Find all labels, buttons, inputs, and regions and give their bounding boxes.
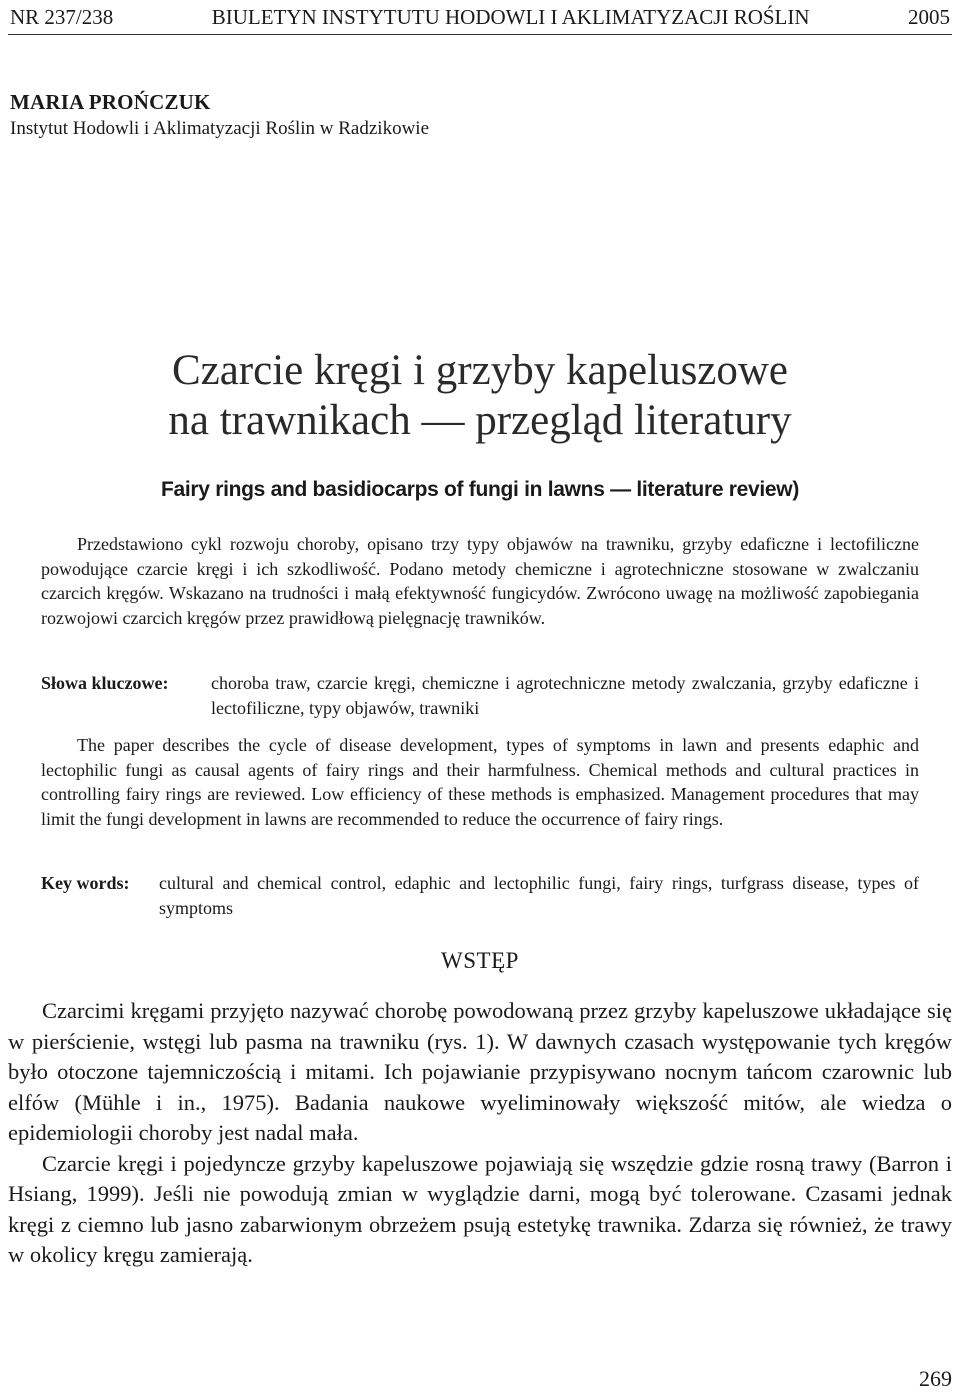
abstract-english-text: The paper describes the cycle of disease development, types of symptoms in lawn and presents edaphic and lectophilic fungi as causal agents of fairy rings and their harmfulness. Chemical methods and cultural practices in controlling fairy rings are reviewed. Low efficiency of these methods is emphasized. Management procedures that may limit the fungi development in lawns are recommended to reduce the occurrence of fairy rings. [41,735,919,829]
page-number: 269 [919,1366,952,1391]
journal-name: BIULETYN INSTYTUTU HODOWLI I AKLIMATYZACJI ROŚLIN [211,5,810,29]
abstract-polish [41,532,919,630]
title-line-1: Czarcie kręgi i grzyby kapeluszowe [171,347,789,394]
article-title-polish [0,346,960,446]
abstract-polish-text: Przedstawiono cykl rozwoju choroby, opisano trzy typy objawów na trawniku, grzyby edaficzne i lectofiliczne powodujące czarcie kręgi i ich szkodliwość. Podano metody chemiczne i agrotechniczne stosowane w zwalczaniu czarcich kręgów. Wskazano na trudności i małą efektywność fungicydów. Zwrócono uwagę na możliwość zapobiegania rozwojowi czarcich kręgów przez prawidłową pielęgnację trawników. [41,534,919,628]
article-title-english: Fairy rings and basidiocarps of fungi in lawns — literature review) [160,478,800,501]
header-rule [8,34,952,35]
keywords-polish-label: Słowa kluczowe: [41,673,169,693]
keywords-english-label: Key words: [41,873,130,893]
issue-number: NR 237/238 [10,5,114,29]
abstract-english [41,733,919,831]
keywords-polish [41,671,919,720]
body-paragraph-1: Czarcimi kręgami przyjęto nazywać chorobę powodowaną przez grzyby kapeluszowe układające się w pierścienie, wstęgi lub pasma na trawniku (rys. 1). W dawnych czasach występowanie tych kręgów było otoczone tajemniczością i mitami. Ich pojawianie przypisywano nocnym tańcom czarownic lub elfów (Mühle i in., 1975). Badania naukowe wyeliminowały większość mitów, ale wiedza o epidemiologii choroby jest nadal mała. [8,998,952,1145]
publication-year: 2005 [907,5,950,29]
author-affiliation: Instytut Hodowli i Aklimatyzacji Roślin w Radzikowie [10,118,430,139]
keywords-english [41,871,919,920]
title-line-2: na trawnikach — przegląd literatury [168,397,792,444]
running-header [10,4,950,30]
body-text [8,996,952,1271]
author-name: MARIA PROŃCZUK [10,90,211,114]
section-heading: WSTĘP [441,948,519,973]
keywords-polish-text: choroba traw, czarcie kręgi, chemiczne i agrotechniczne metody zwalczania, grzyby edaficzne i lectofiliczne, typy objawów, trawniki [211,673,919,718]
body-paragraph-2: Czarcie kręgi i pojedyncze grzyby kapeluszowe pojawiają się wszędzie gdzie rosną trawy (Barron i Hsiang, 1999). Jeśli nie powodują zmian w wyglądzie darni, mogą być tolerowane. Czasami jednak kręgi z ciemno lub jasno zabarwionym obrzeżem psują estetykę trawnika. Zdarza się również, że trawy w okolicy kręgu zamierają. [8,1150,952,1267]
keywords-english-text: cultural and chemical control, edaphic and lectophilic fungi, fairy rings, turfgrass disease, types of symptoms [159,873,919,918]
